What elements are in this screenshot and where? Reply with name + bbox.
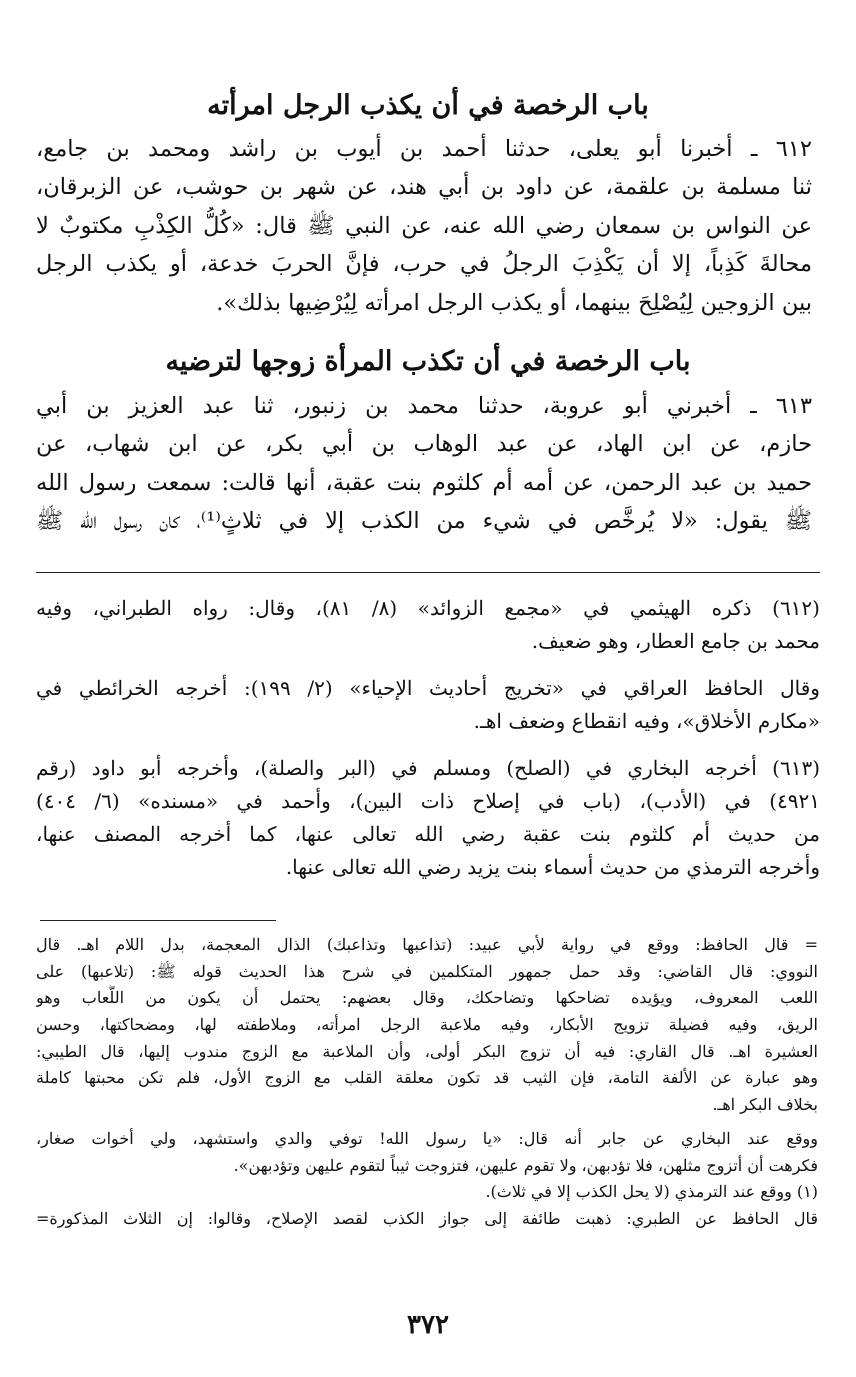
page-number: ٣٧٢ — [407, 1310, 449, 1340]
hadith-612-text — [36, 130, 812, 322]
footnotes-main — [36, 672, 820, 738]
footnotes-main — [36, 752, 820, 884]
section-heading: باب الرخصة في أن تكذب المرأة زوجها لترضيه — [165, 346, 691, 377]
footnote-line: وقال الحافظ العراقي في «تخريج أحاديث الإحياء» (٢/ ١٩٩): أخرجه الخرائطي في — [36, 676, 820, 700]
footnote-line: محمد بن جامع العطار، وهو ضعيف. — [531, 629, 820, 653]
footnotes-main — [36, 592, 820, 658]
footnote-line: = قال الحافظ: ووقع في رواية لأبي عبيد: (تذاعبها وتذاعبك) الذال المعجمة، بدل اللام اهـ. قال — [36, 935, 818, 954]
text-line: حازم، عن ابن الهاد، عن عبد الوهاب بن أبي بكر، عن ابن شهاب، عن — [36, 431, 812, 458]
text-line: بين الزوجين لِيُصْلِحَ بينهما، أو يكذب الرجل امرأته لِيُرْضِيها بذلك». — [216, 289, 812, 316]
footnote-line: وهو عبارة عن الألفة التامة، فإن الثيب قد تكون معلقة القلب مع الزوج الأول، فلم تكن محبتها كاملة — [36, 1068, 818, 1088]
text-line: حميد بن عبد الرحمن، عن أمه أم كلثوم بنت عقبة، أنها قالت: سمعت رسول الله — [36, 469, 812, 496]
footnote-line: ووقع عند البخاري عن جابر أنه قال: «يا رسول الله! توفي والدي واستشهد، ولي أخوات صغار، — [36, 1129, 818, 1148]
footnote-line: (١) ووقع عند الترمذي (لا يحل الكذب إلا في ثلاث). — [485, 1182, 818, 1202]
text-line: ٦١٢ ـ أخبرنا أبو يعلى، حدثنا أحمد بن أيوب بن راشد ومحمد بن جامع، — [36, 136, 812, 162]
footnote-line: قال الحافظ عن الطبري: ذهبت طائفة إلى جواز الكذب لقصد الإصلاح، وقالوا: إن الثلاث المذكورة= — [36, 1209, 818, 1229]
footnote-line: النووي: قال القاضي: وقد حمل جمهور المتكلمين في شرح هذا الحديث قوله ﷺ: (تلاعبها) على — [36, 961, 818, 981]
footnote-line: ٤٩٢١) في (الأدب)، (باب في إصلاح ذات البين)، وأحمد في «مسنده» (٦/ ٤٠٤) — [36, 789, 820, 813]
footnote-line: الريق، وفيه فضيلة تزويج الأبكار، وفيه ملاعبة الرجل امرأته، وملاطفته لها، ومضحاكتها، وحسن — [36, 1015, 818, 1035]
footnote-line: بخلاف البكر اهـ. — [712, 1095, 818, 1115]
secondary-footnote-divider — [40, 920, 276, 921]
hadith-613-text — [36, 387, 812, 541]
text-line: ٦١٣ ـ أخبرني أبو عروبة، حدثنا محمد بن زنبور، ثنا عبد العزيز بن أبي — [36, 393, 812, 419]
footnotes-secondary — [36, 932, 818, 1119]
text-line: ﷺ يقول: «لا يُرخَّص في شيء من الكذب إلا في ثلاثٍ⁽¹⁾، كان رسول الله ﷺ — [36, 508, 812, 535]
footnote-line: «مكارم الأخلاق»، وفيه انقطاع وضعف اهـ. — [473, 709, 820, 733]
footnotes-secondary — [36, 1126, 818, 1233]
text-line: عن النواس بن سمعان رضي الله عنه، عن النبي ﷺ قال: «كُلُّ الكِذْبِ مكتوبٌ لا — [36, 212, 812, 239]
footnote-line: من حديث أم كلثوم بنت عقبة رضي الله تعالى عنها، كما أخرجه المصنف عنها، — [36, 822, 820, 846]
footnote-divider — [36, 572, 820, 573]
footnote-line: (٦١٣) أخرجه البخاري في (الصلح) ومسلم في (البر والصلة)، وأخرجه أبو داود (رقم — [36, 756, 820, 780]
footnote-line: (٦١٢) ذكره الهيثمي في «مجمع الزوائد» (٨/ ٨١)، وقال: رواه الطبراني، وفيه — [36, 596, 820, 620]
text-line: محالةَ كَذِباً، إلا أن يَكْذِبَ الرجلُ في حرب، فإنَّ الحربَ خدعة، أو يكذب الرجل — [36, 251, 812, 278]
footnote-line: فكرهت أن أتزوج مثلهن، فلا تؤدبهن، ولا تقوم عليهن، فتزوجت ثيباً لتقوم عليهن وتؤدبهن». — [233, 1155, 818, 1175]
footnote-line: اللعب المعروف، ويؤيده تضاحكها وتضاحكك، وقال بعضهم: يحتمل أن يكون من اللُّعاب وهو — [36, 988, 818, 1008]
section-heading: باب الرخصة في أن يكذب الرجل امرأته — [207, 90, 649, 121]
text-line: ثنا مسلمة بن علقمة، عن داود بن أبي هند، عن شهر بن حوشب، عن الزبرقان، — [36, 174, 812, 201]
footnote-line: وأخرجه الترمذي من حديث أسماء بنت يزيد رضي الله تعالى عنها. — [285, 855, 820, 879]
footnote-line: العشيرة اهـ. قال القاري: فيه أن تزوج البكر أولى، وأن الملاعبة مع الزوج مندوب إليها، قال الطيبي: — [36, 1041, 818, 1061]
